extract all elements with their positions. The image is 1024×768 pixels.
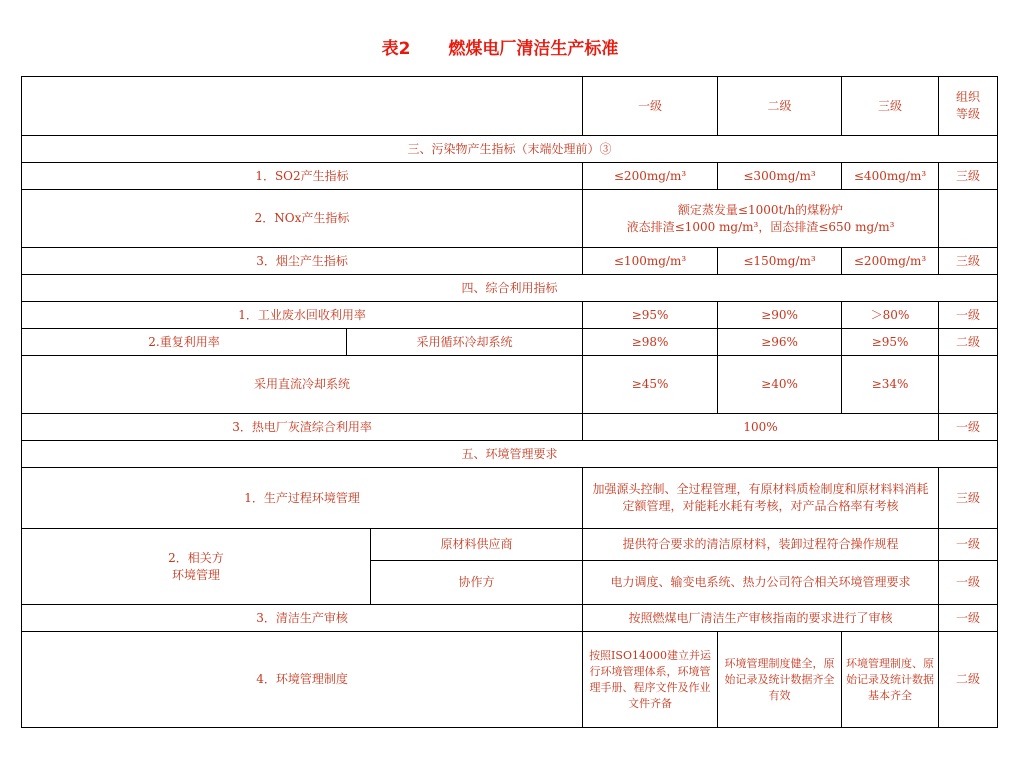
partner-label: 协作方 <box>371 561 583 605</box>
table-row <box>22 468 998 529</box>
partner-org: 一级 <box>939 561 998 605</box>
header-blank <box>22 77 583 136</box>
nox-name: 2．NOx产生指标 <box>22 190 583 248</box>
reuse-direct-level3: ≥34% <box>842 356 939 414</box>
reuse-direct-org <box>939 356 998 414</box>
ash-value: 100% <box>583 414 939 441</box>
ash-name: 3．热电厂灰渣综合利用率 <box>22 414 583 441</box>
table-title <box>0 34 1000 59</box>
so2-name: 1．SO2产生指标 <box>22 163 583 190</box>
so2-org: 三级 <box>939 163 998 190</box>
process-env-org: 三级 <box>939 468 998 529</box>
audit-org: 一级 <box>939 605 998 632</box>
supplier-org: 一级 <box>939 529 998 561</box>
system-level3: 环境管理制度、原始记录及统计数据基本齐全 <box>842 632 939 728</box>
process-env-value: 加强源头控制、全过程管理，有原材料质检制度和原材料料消耗定额管理，对能耗水耗有考核，对产品合格率有考核 <box>583 468 939 529</box>
header-level1: 一级 <box>583 77 718 136</box>
table-row <box>22 356 998 414</box>
dust-level1: ≤100mg/m³ <box>583 248 718 275</box>
header-level3: 三级 <box>842 77 939 136</box>
reuse-circ-org: 二级 <box>939 329 998 356</box>
table-row <box>22 605 998 632</box>
so2-level1: ≤200mg/m³ <box>583 163 718 190</box>
table-row <box>22 632 998 728</box>
header-org-level: 组织 等级 <box>939 77 998 136</box>
reuse-circ-level2: ≥96% <box>718 329 842 356</box>
dust-name: 3．烟尘产生指标 <box>22 248 583 275</box>
system-level2: 环境管理制度健全，原始记录及统计数据齐全有效 <box>718 632 842 728</box>
audit-value: 按照燃煤电厂清洁生产审核指南的要求进行了审核 <box>583 605 939 632</box>
section-utilization: 四、综合利用指标 <box>22 275 998 302</box>
section-row <box>22 441 998 468</box>
reuse-direct-level2: ≥40% <box>718 356 842 414</box>
system-level1: 按照ISO14000建立并运行环境管理体系，环境管理手册、程序文件及作业文件齐备 <box>583 632 718 728</box>
audit-name: 3．清洁生产审核 <box>22 605 583 632</box>
standards-table <box>21 76 998 728</box>
wastewater-name: 1．工业废水回收利用率 <box>22 302 583 329</box>
section-row <box>22 275 998 302</box>
table-row <box>22 190 998 248</box>
supplier-label: 原材料供应商 <box>371 529 583 561</box>
table-row <box>22 329 998 356</box>
table-row <box>22 163 998 190</box>
partner-value: 电力调度、输变电系统、热力公司符合相关环境管理要求 <box>583 561 939 605</box>
table-row <box>22 302 998 329</box>
dust-level3: ≤200mg/m³ <box>842 248 939 275</box>
section-environment: 五、环境管理要求 <box>22 441 998 468</box>
header-level2: 二级 <box>718 77 842 136</box>
system-org: 二级 <box>939 632 998 728</box>
table-row <box>22 529 998 561</box>
wastewater-level2: ≥90% <box>718 302 842 329</box>
process-env-name: 1．生产过程环境管理 <box>22 468 583 529</box>
header-row <box>22 77 998 136</box>
reuse-name: 2.重复利用率 <box>22 329 347 356</box>
nox-value: 额定蒸发量≤1000t/h的煤粉炉 液态排渣≤1000 mg/m³，固态排渣≤650 mg/m³ <box>583 190 939 248</box>
reuse-direct-sub: 采用直流冷却系统 <box>22 356 583 414</box>
section-pollution: 三、污染物产生指标（末端处理前）③ <box>22 136 998 163</box>
wastewater-level3: ＞80% <box>842 302 939 329</box>
table-row <box>22 414 998 441</box>
reuse-circ-level3: ≥95% <box>842 329 939 356</box>
reuse-circ-sub: 采用循环冷却系统 <box>347 329 583 356</box>
table-number: 表2 <box>381 39 411 59</box>
wastewater-org: 一级 <box>939 302 998 329</box>
so2-level3: ≤400mg/m³ <box>842 163 939 190</box>
dust-org: 三级 <box>939 248 998 275</box>
dust-level2: ≤150mg/m³ <box>718 248 842 275</box>
supplier-value: 提供符合要求的清洁原材料，装卸过程符合操作规程 <box>583 529 939 561</box>
nox-org <box>939 190 998 248</box>
table-row <box>22 248 998 275</box>
wastewater-level1: ≥95% <box>583 302 718 329</box>
related-name: 2．相关方 环境管理 <box>22 529 371 605</box>
so2-level2: ≤300mg/m³ <box>718 163 842 190</box>
ash-org: 一级 <box>939 414 998 441</box>
reuse-circ-level1: ≥98% <box>583 329 718 356</box>
system-name: 4．环境管理制度 <box>22 632 583 728</box>
section-row <box>22 136 998 163</box>
table-name: 燃煤电厂清洁生产标准 <box>448 39 619 59</box>
reuse-direct-level1: ≥45% <box>583 356 718 414</box>
